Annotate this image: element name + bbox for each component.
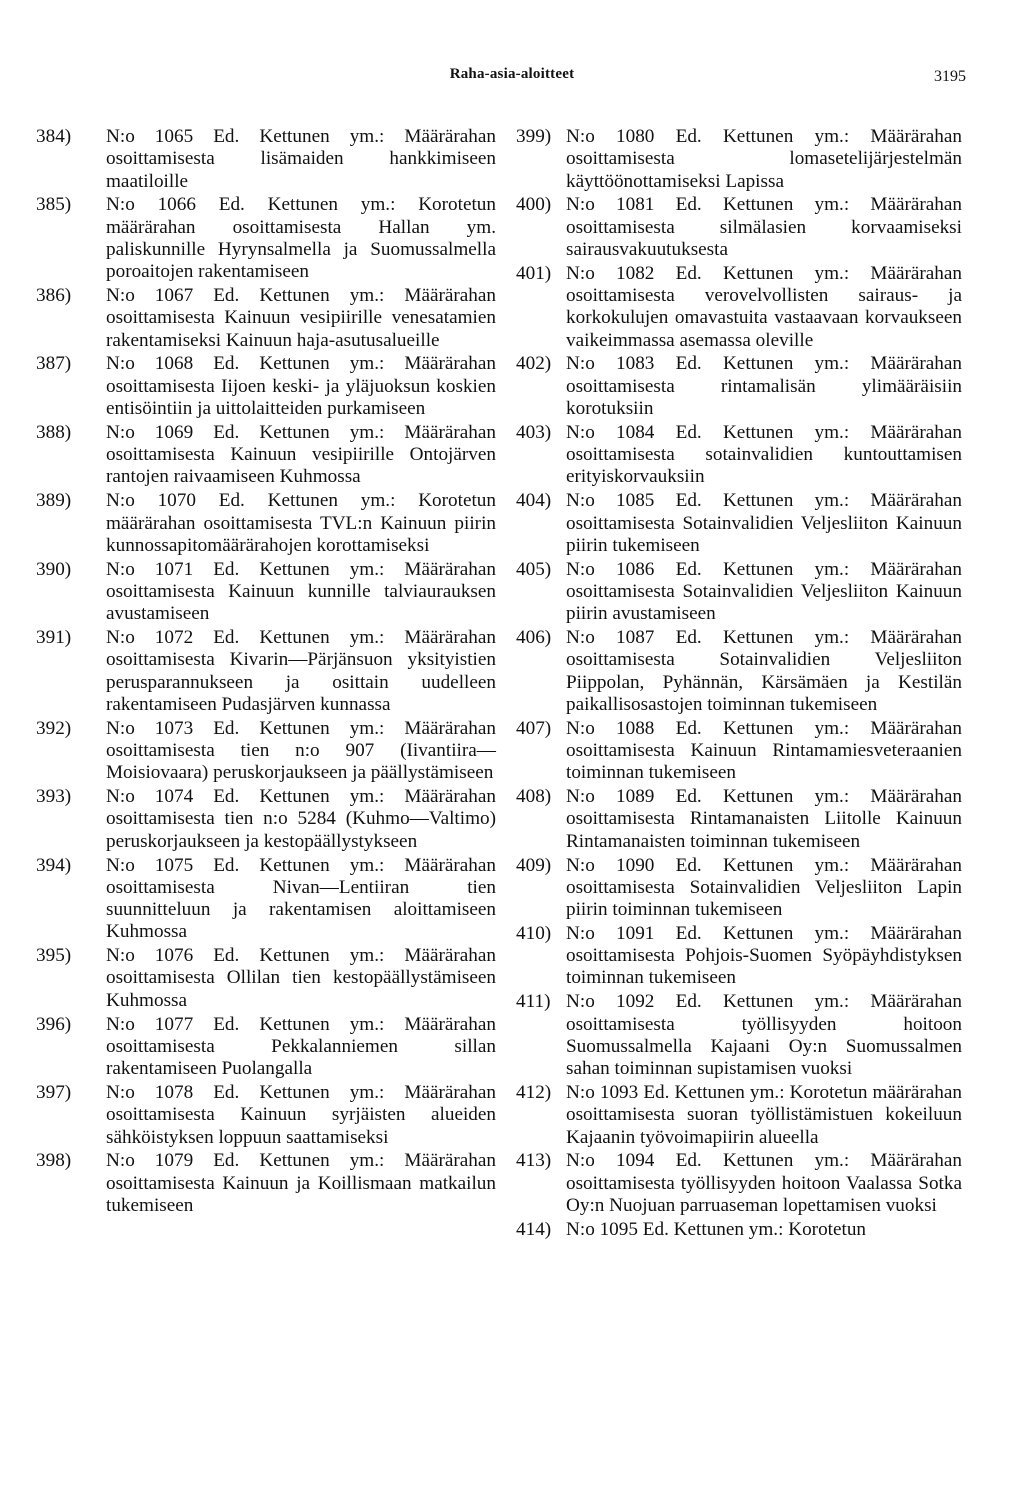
entry-number: 388) xyxy=(36,421,72,443)
list-item xyxy=(36,126,496,193)
entry-number: 385) xyxy=(36,194,72,216)
entry-text: N:o 1069 Ed. Kettunen ym.: Määrärahan osoittamisesta Kainuun vesipiirille Ontojärven rantojen raivaamiseen Kuhmossa xyxy=(106,421,496,488)
entry-text: N:o 1085 Ed. Kettunen ym.: Määrärahan osoittamisesta Sotainvalidien Veljesliiton Kainuun piirin tukemiseen xyxy=(566,490,962,556)
entry-number: 390) xyxy=(36,558,72,580)
list-item xyxy=(516,786,962,853)
list-item xyxy=(516,855,962,922)
entry-text: N:o 1094 Ed. Kettunen ym.: Määrärahan osoittamisesta työllisyyden hoitoon Vaalassa Sotka Oy:n Nuojuan parruaseman lopettamisen vuoksi xyxy=(566,1150,962,1216)
list-item xyxy=(36,718,496,785)
entry-number: 404) xyxy=(516,490,552,512)
entry-text: N:o 1080 Ed. Kettunen ym.: Määrärahan osoittamisesta lomasetelijärjestelmän käyttöönottamiseksi Lapissa xyxy=(566,126,962,192)
entry-text: N:o 1086 Ed. Kettunen ym.: Määrärahan osoittamisesta Sotainvalidien Veljesliiton Kainuun piirin avustamiseen xyxy=(566,558,962,625)
list-item xyxy=(516,422,962,489)
entry-number: 393) xyxy=(36,786,72,808)
list-item xyxy=(516,353,962,420)
entry-text: N:o 1087 Ed. Kettunen ym.: Määrärahan osoittamisesta Sotainvalidien Veljesliiton Piippolan, Pyhännän, Kärsämäen ja Kestilän paikallisosastojen toiminnan tukemiseen xyxy=(566,627,962,715)
entry-number: 414) xyxy=(516,1218,552,1240)
entry-text: N:o 1081 Ed. Kettunen ym.: Määrärahan osoittamisesta silmälasien korvaamiseksi sairausvakuutuksesta xyxy=(566,194,962,260)
entry-number: 399) xyxy=(516,126,552,147)
page-header xyxy=(0,66,1024,90)
entry-number: 398) xyxy=(36,1150,72,1172)
entry-number: 403) xyxy=(516,421,552,443)
list-item xyxy=(516,1219,962,1241)
entry-number: 395) xyxy=(36,945,72,967)
entry-number: 396) xyxy=(36,1013,72,1035)
list-item xyxy=(516,991,962,1080)
entry-number: 392) xyxy=(36,717,72,739)
entry-text: N:o 1072 Ed. Kettunen ym.: Määrärahan osoittamisesta Kivarin—Pärjänsuon yksityistien perusparannukseen ja osittain uudelleen rakentamiseen Pudasjärven kunnassa xyxy=(106,627,496,715)
list-item xyxy=(36,559,496,626)
entry-text: N:o 1073 Ed. Kettunen ym.: Määrärahan osoittamisesta tien n:o 907 (Iivantiira—Moisiovaara) peruskorjaukseen ja päällystämiseen xyxy=(106,717,496,784)
list-item xyxy=(516,1150,962,1217)
entry-number: 408) xyxy=(516,786,552,808)
list-item xyxy=(36,353,496,420)
list-item xyxy=(516,718,962,785)
list-item xyxy=(516,126,962,193)
list-item xyxy=(36,786,496,853)
left-column xyxy=(36,126,496,1219)
list-item xyxy=(516,490,962,557)
entry-text: N:o 1076 Ed. Kettunen ym.: Määrärahan osoittamisesta Ollilan tien kestopäällystämiseen Kuhmossa xyxy=(106,945,496,1011)
entry-number: 394) xyxy=(36,854,72,876)
list-item xyxy=(36,1014,496,1081)
list-item xyxy=(36,1082,496,1149)
entry-number: 402) xyxy=(516,353,552,375)
entry-number: 389) xyxy=(36,490,72,512)
entry-number: 413) xyxy=(516,1150,552,1172)
entry-text: N:o 1066 Ed. Kettunen ym.: Korotetun määrärahan osoittamisesta Hallan ym. paliskunnille Hyrynsalmella ja Suomussalmella poroaitojen rakentamiseen xyxy=(106,194,496,283)
right-column xyxy=(516,126,962,1243)
entry-number: 412) xyxy=(516,1081,552,1103)
entry-text: N:o 1090 Ed. Kettunen ym.: Määrärahan osoittamisesta Sotainvalidien Veljesliiton Lapin piirin toiminnan tukemiseen xyxy=(566,854,962,921)
list-item xyxy=(516,194,962,261)
list-item xyxy=(36,285,496,352)
entry-text: N:o 1077 Ed. Kettunen ym.: Määrärahan osoittamisesta Pekkalanniemen sillan rakentamiseen Puolangalla xyxy=(106,1013,496,1080)
entry-number: 411) xyxy=(516,991,551,1013)
list-item xyxy=(516,1082,962,1149)
list-item xyxy=(516,627,962,716)
list-item xyxy=(36,1150,496,1217)
entry-text: N:o 1065 Ed. Kettunen ym.: Määrärahan osoittamisesta lisämaiden hankkimiseen maatiloille xyxy=(106,126,496,192)
running-header-title: Raha-asia-aloitteet xyxy=(449,66,575,82)
entry-number: 406) xyxy=(516,627,552,649)
entry-number: 400) xyxy=(516,194,552,216)
entry-text: N:o 1068 Ed. Kettunen ym.: Määrärahan osoittamisesta Iijoen keski- ja yläjuoksun koskien entisöintiin ja uittolaitteiden purkamiseen xyxy=(106,353,496,420)
list-item xyxy=(36,855,496,944)
entry-number: 409) xyxy=(516,854,552,876)
list-item xyxy=(516,923,962,990)
list-item xyxy=(516,559,962,626)
entry-text: N:o 1093 Ed. Kettunen ym.: Korotetun määrärahan osoittamisesta suoran työllistämistuen kokeiluun Kajaanin työvoimapiirin alueella xyxy=(566,1081,962,1148)
entry-text: N:o 1070 Ed. Kettunen ym.: Korotetun määrärahan osoittamisesta TVL:n Kainuun piirin kunnossapitomäärärahojen korottamiseksi xyxy=(106,490,496,556)
entry-number: 407) xyxy=(516,717,552,739)
entry-text: N:o 1074 Ed. Kettunen ym.: Määrärahan osoittamisesta tien n:o 5284 (Kuhmo—Valtimo) peruskorjaukseen ja kestopäällystykseen xyxy=(106,786,496,852)
list-item xyxy=(36,490,496,557)
list-item xyxy=(36,422,496,489)
entry-number: 386) xyxy=(36,285,72,307)
page-number: 3195 xyxy=(934,68,966,85)
entry-text: N:o 1075 Ed. Kettunen ym.: Määrärahan osoittamisesta Nivan—Lentiiran tien suunnitteluun ja rakentamisen aloittamiseen Kuhmossa xyxy=(106,854,496,943)
entry-number: 384) xyxy=(36,126,72,147)
entry-text: N:o 1079 Ed. Kettunen ym.: Määrärahan osoittamisesta Kainuun ja Koillismaan matkailun tukemiseen xyxy=(106,1150,496,1216)
entry-text: N:o 1071 Ed. Kettunen ym.: Määrärahan osoittamisesta Kainuun kunnille talviaurauksen avustamiseen xyxy=(106,558,496,625)
entry-number: 397) xyxy=(36,1081,72,1103)
entry-text: N:o 1088 Ed. Kettunen ym.: Määrärahan osoittamisesta Kainuun Rintamamiesveteraanien toiminnan tukemiseen xyxy=(566,717,962,784)
list-item xyxy=(516,263,962,352)
entry-text: N:o 1082 Ed. Kettunen ym.: Määrärahan osoittamisesta verovelvollisten sairaus- ja korkokulujen omavastuita vastaavaan korvaukseen vaikeimmassa asemassa oleville xyxy=(566,262,962,351)
entry-number: 410) xyxy=(516,922,552,944)
entry-number: 401) xyxy=(516,262,552,284)
entry-text: N:o 1067 Ed. Kettunen ym.: Määrärahan osoittamisesta Kainuun vesipiirille venesatamien rakentamiseksi Kainuun haja-asutusalueille xyxy=(106,285,496,351)
entry-text: N:o 1084 Ed. Kettunen ym.: Määrärahan osoittamisesta sotainvalidien kuntouttamisen erityiskorvauksiin xyxy=(566,421,962,488)
list-item xyxy=(36,627,496,716)
entry-text: N:o 1089 Ed. Kettunen ym.: Määrärahan osoittamisesta Rintamanaisten Liitolle Kainuun Rintamanaisten toiminnan tukemiseen xyxy=(566,786,962,852)
entry-text: N:o 1095 Ed. Kettunen ym.: Korotetun xyxy=(566,1218,867,1240)
entry-text: N:o 1083 Ed. Kettunen ym.: Määrärahan osoittamisesta rintamalisän ylimääräisiin korotuksiin xyxy=(566,353,962,420)
entry-text: N:o 1091 Ed. Kettunen ym.: Määrärahan osoittamisesta Pohjois-Suomen Syöpäyhdistyksen toiminnan tukemiseen xyxy=(566,922,962,989)
entry-number: 387) xyxy=(36,353,72,375)
entry-text: N:o 1078 Ed. Kettunen ym.: Määrärahan osoittamisesta Kainuun syrjäisten alueiden sähköistyksen loppuun saattamiseksi xyxy=(106,1081,496,1148)
entry-text: N:o 1092 Ed. Kettunen ym.: Määrärahan osoittamisesta työllisyyden hoitoon Suomussalmella Kajaani Oy:n Suomussalmen sahan toiminnan supistamisen vuoksi xyxy=(566,991,962,1080)
list-item xyxy=(36,945,496,1012)
entry-number: 391) xyxy=(36,627,72,649)
list-item xyxy=(36,194,496,283)
entry-number: 405) xyxy=(516,558,552,580)
